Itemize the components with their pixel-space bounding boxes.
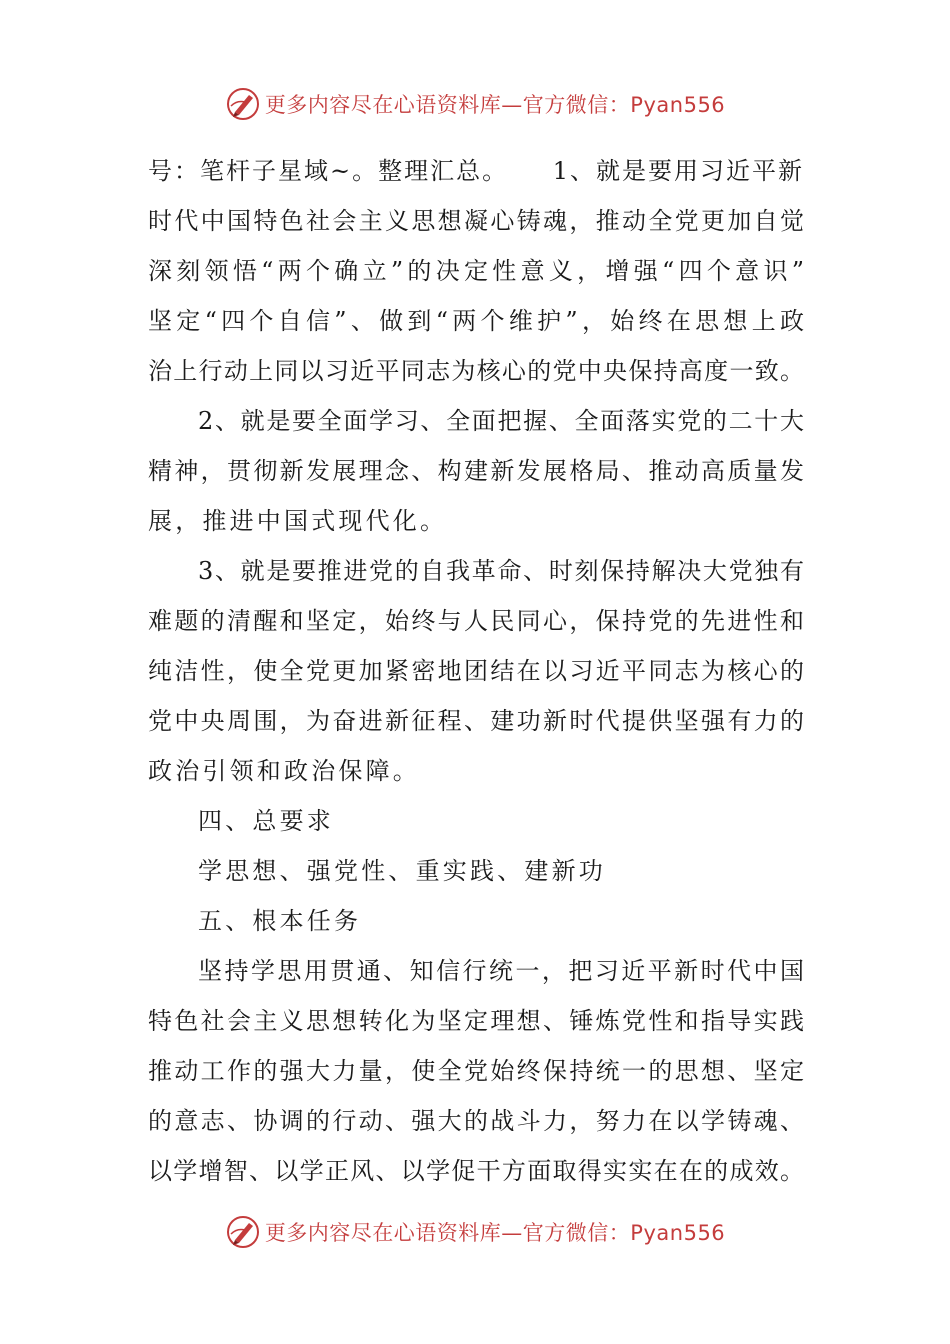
paragraph-1-line: 坚定“四个自信”、做到“两个维护”，始终在思想上政 <box>148 307 804 335</box>
paragraph-1-line: 深刻领悟“两个确立”的决定性意义，增强“四个意识” <box>148 257 804 285</box>
pen-logo-icon <box>225 86 261 122</box>
section-heading-5: 五、根本任务 <box>198 907 362 935</box>
paragraph-5-line: 的意志、协调的行动、强大的战斗力，努力在以学铸魂、 <box>148 1107 804 1135</box>
paragraph-3-line: 3、就是要推进党的自我革命、时刻保持解决大党独有 <box>198 557 804 585</box>
paragraph-5-line: 以学增智、以学正风、以学促干方面取得实实在在的成效。 <box>148 1157 804 1185</box>
footer-banner-text: 更多内容尽在心语资料库—官方微信：Pyan556 <box>264 1221 726 1245</box>
footer-banner <box>0 1212 950 1252</box>
paragraph-5-line: 推动工作的强大力量，使全党始终保持统一的思想、坚定 <box>148 1057 804 1085</box>
header-banner <box>0 84 950 124</box>
paragraph-3-line: 纯洁性，使全党更加紧密地团结在以习近平同志为核心的 <box>148 657 804 685</box>
paragraph-2-line: 展，推进中国式现代化。 <box>148 507 448 535</box>
paragraph-2-line: 2、就是要全面学习、全面把握、全面落实党的二十大 <box>198 407 804 435</box>
item-1-start: 1、就是要用习近平新 <box>552 157 804 185</box>
paragraph-5-line: 坚持学思用贯通、知信行统一，把习近平新时代中国 <box>198 957 804 985</box>
paragraph-1-line-1 <box>148 146 804 196</box>
paragraph-2-line: 精神，贯彻新发展理念、构建新发展格局、推动高质量发 <box>148 457 804 485</box>
header-banner-text: 更多内容尽在心语资料库—官方微信：Pyan556 <box>264 93 726 117</box>
paragraph-3-line: 政治引领和政治保障。 <box>148 757 420 785</box>
paragraph-1-line: 治上行动上同以习近平同志为核心的党中央保持高度一致。 <box>148 357 804 385</box>
requirements-line: 学思想、强党性、重实践、建新功 <box>198 857 606 885</box>
pen-logo-icon <box>225 1214 261 1250</box>
intro-text: 号：笔杆子星域~。整理汇总。 <box>148 157 509 185</box>
paragraph-3-line: 党中央周围，为奋进新征程、建功新时代提供坚强有力的 <box>148 707 804 735</box>
paragraph-5-line: 特色社会主义思想转化为坚定理想、锤炼党性和指导实践 <box>148 1007 804 1035</box>
section-heading-4: 四、总要求 <box>198 807 334 835</box>
document-body <box>148 146 804 1196</box>
paragraph-3-line: 难题的清醒和坚定，始终与人民同心，保持党的先进性和 <box>148 607 804 635</box>
paragraph-1-line: 时代中国特色社会主义思想凝心铸魂，推动全党更加自觉 <box>148 207 804 235</box>
